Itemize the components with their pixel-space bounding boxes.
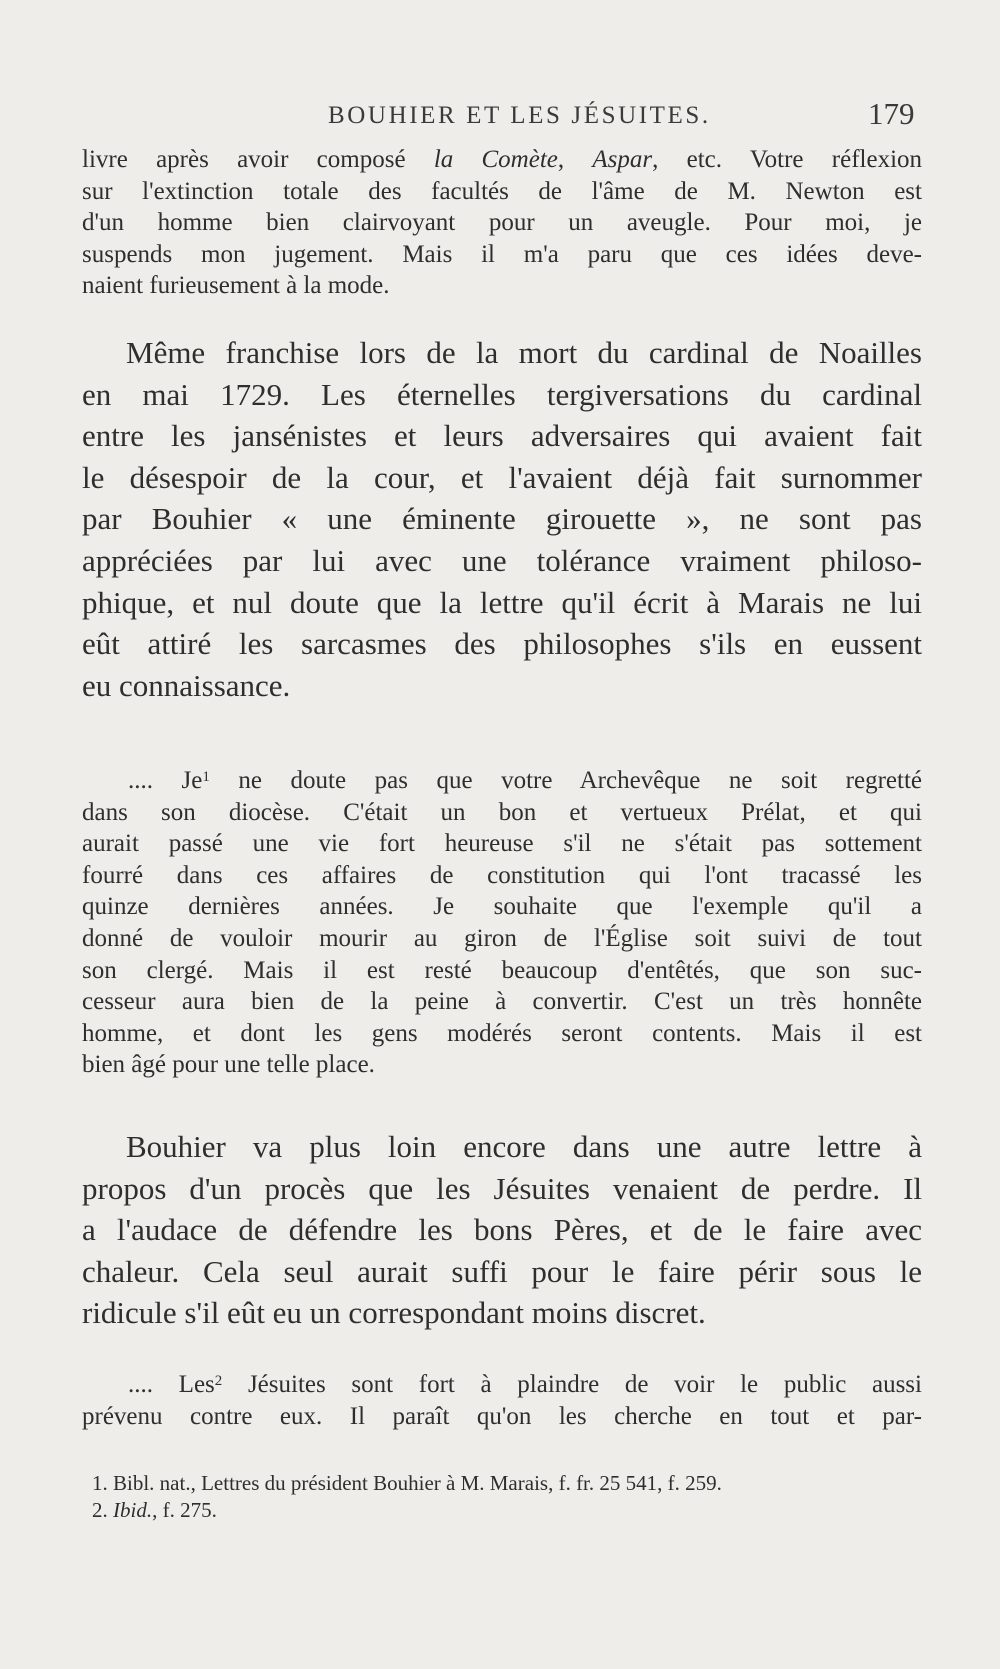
body-line: le désespoir de la cour, et l'avaient déjà fait surnommer: [82, 459, 922, 495]
quote-block-2: [82, 765, 922, 1081]
body-line: Même franchise lors de la mort du cardinal de Noailles: [126, 335, 922, 370]
work-title-comete: la Comète: [433, 146, 558, 173]
page-number: 179: [868, 96, 915, 131]
footnote-1: 1. Bibl. nat., Lettres du président Bouhier à M. Marais, f. fr. 25 541, f. 259.: [92, 1471, 722, 1495]
body-paragraph-1: [82, 332, 922, 706]
quote-line: .... Je$^1$ ne doute pas que votre Archevêque ne soit regretté: [128, 767, 922, 794]
footnotes: [82, 1470, 922, 1524]
quote-line: son clergé. Mais il est resté beaucoup d'entêtés, que son suc-: [82, 956, 922, 984]
body-line: chaleur. Cela seul aurait suffi pour le faire périr sous le: [82, 1253, 922, 1289]
body-line: propos d'un procès que les Jésuites venaient de perdre. Il: [82, 1170, 922, 1206]
quote-line: homme, et dont les gens modérés seront contents. Mais il est: [82, 1019, 922, 1047]
body-paragraph-2: [82, 1126, 922, 1334]
body-line: eût attiré les sarcasmes des philosophes s'ils en eussent: [82, 626, 922, 662]
body-line: entre les jansénistes et leurs adversaires qui avaient fait: [82, 418, 922, 454]
body-line: eu connaissance.: [82, 667, 291, 703]
quote-line: cesseur aura bien de la peine à convertir. C'est un très honnête: [82, 988, 922, 1016]
body-line: par Bouhier « une éminente girouette », ne sont pas: [82, 501, 922, 537]
body-line: phique, et nul doute que la lettre qu'il écrit à Marais ne lui: [82, 584, 922, 620]
quote-block-1: [82, 144, 922, 302]
quote-line: donné de vouloir mourir au giron de l'Église soit suivi de tout: [82, 924, 922, 952]
quote-line: bien âgé pour une telle place.: [82, 1051, 375, 1079]
quote-line: suspends mon jugement. Mais il m'a paru que ces idées deve-: [82, 240, 922, 268]
quote-line: .... Les$^2$ Jésuites sont fort à plaindre de voir le public aussi: [128, 1371, 922, 1398]
quote-line: fourré dans ces affaires de constitution qui l'ont tracassé les: [82, 861, 922, 889]
body-line: a l'audace de défendre les bons Pères, et de le faire avec: [82, 1212, 922, 1248]
page-header: [0, 96, 1000, 136]
quote-line: quinze dernières années. Je souhaite que l'exemple qu'il a: [82, 893, 922, 921]
body-line: appréciées par lui avec une tolérance vraiment philoso-: [82, 542, 922, 578]
running-head: BOUHIER ET LES JÉSUITES.: [328, 102, 711, 129]
quote-line: prévenu contre eux. Il paraît qu'on les cherche en tout et par-: [82, 1402, 922, 1430]
body-line: Bouhier va plus loin encore dans une autre lettre à: [126, 1129, 922, 1164]
work-title-aspar: Aspar: [592, 146, 653, 173]
body-line: ridicule s'il eût eu un correspondant moins discret.: [82, 1295, 706, 1331]
body-line: en mai 1729. Les éternelles tergiversations du cardinal: [82, 376, 922, 412]
quote-line: d'un homme bien clairvoyant pour un aveugle. Pour moi, je: [82, 209, 922, 237]
quote-line: naient furieusement à la mode.: [82, 272, 390, 300]
footnote-2: 2. Ibid., f. 275.: [92, 1498, 217, 1522]
quote-line: livre après avoir composé la Comète, Aspar, etc. Votre réflexion: [82, 146, 923, 173]
quote-line: aurait passé une vie fort heureuse s'il ne s'était pas sottement: [82, 830, 922, 858]
quote-line: dans son diocèse. C'était un bon et vertueux Prélat, et qui: [82, 798, 922, 826]
quote-block-3: [82, 1369, 922, 1432]
quote-line: sur l'extinction totale des facultés de l'âme de M. Newton est: [82, 177, 922, 205]
footnote-ref-1: 1: [202, 769, 210, 785]
footnote-ref-2: 2: [214, 1373, 223, 1389]
